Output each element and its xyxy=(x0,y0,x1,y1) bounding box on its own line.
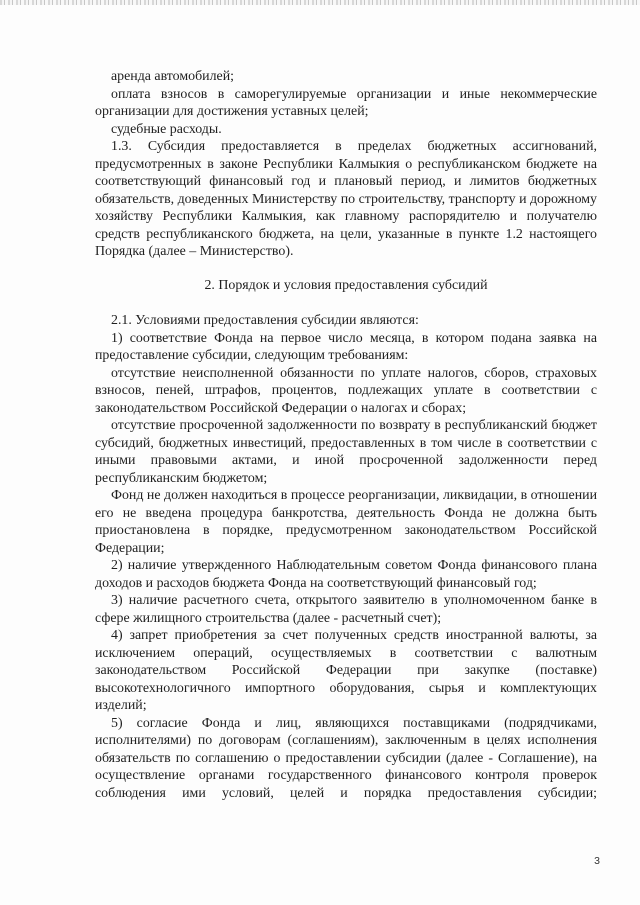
paragraph-car-rental: аренда автомобилей; xyxy=(111,69,234,84)
section-heading: 2. Порядок и условия предоставления субсидий xyxy=(204,277,488,293)
paragraph-membership-fees: оплата взносов в саморегулируемые организации и иные некоммерческие организации для достижения уставных целей; xyxy=(95,86,597,119)
paragraph-no-reorganization: Фонд не должен находиться в процессе реорганизации, ликвидации, в отношении его не введена процедура банкротства, деятельность Фонда не должна быть приостановлена в порядке, предусмотренном законодательством Российской Федерации; xyxy=(95,488,597,556)
document-page xyxy=(95,68,597,802)
scan-edge-artifact xyxy=(0,0,640,5)
paragraph-condition-3: 3) наличие расчетного счета, открытого заявителю в уполномоченном банке в сфере жилищного строительства (далее - расчетный счет); xyxy=(95,593,597,626)
paragraph-condition-4: 4) запрет приобретения за счет полученных средств иностранной валюты, за исключением операций, осуществляемых в соответствии с валютным законодательством Российской Федерации при закупке (поставке) высокотехнологичного импортного оборудования, сырья и комплектующих изделий; xyxy=(95,628,597,713)
paragraph-condition-1: 1) соответствие Фонда на первое число месяца, в котором подана заявка на предоставление субсидии, следующим требованиям: xyxy=(95,330,597,363)
page-number: 3 xyxy=(594,855,600,867)
paragraph-no-overdue-debt: отсутствие просроченной задолженности по возврату в республиканский бюджет субсидий, бюджетных инвестиций, предоставленных в том числе в соответствии с иными правовыми актами, и иной просроченной задолженности перед республиканским бюджетом; xyxy=(95,418,597,486)
paragraph-2-1: 2.1. Условиями предоставления субсидии являются: xyxy=(111,313,419,328)
paragraph-1-3: 1.3. Субсидия предоставляется в пределах бюджетных ассигнований, предусмотренных в законе Республики Калмыкия о республиканском бюджете на соответствующий финансовый год и плановый период, и лимитов бюджетных обязательств, доведенных Министерству по строительству, транспорту и дорожному хозяйству Республики Калмыкия, как главному распорядителю и получателю средств республиканского бюджета, на цели, указанные в пункте 1.2 настоящего Порядка (далее – Министерство). xyxy=(95,139,597,259)
paragraph-condition-5: 5) согласие Фонда и лиц, являющихся поставщиками (подрядчиками, исполнителями) по договорам (соглашениям), заключенным в целях исполнения обязательств по соглашению о предоставлении субсидии (далее - Соглашение), на осуществление органами государственного финансового контроля проверок соблюдения ими условий, целей и порядка предоставления субсидии; xyxy=(95,715,597,801)
paragraph-no-tax-debt: отсутствие неисполненной обязанности по уплате налогов, сборов, страховых взносов, пеней, штрафов, процентов, подлежащих уплате в соответствии с законодательством Российской Федерации о налогах и сборах; xyxy=(95,365,597,416)
paragraph-court-costs: судебные расходы. xyxy=(111,121,222,137)
paragraph-condition-2: 2) наличие утвержденного Наблюдательным советом Фонда финансового плана доходов и расходов бюджета Фонда на соответствующий финансовый год; xyxy=(95,558,597,591)
